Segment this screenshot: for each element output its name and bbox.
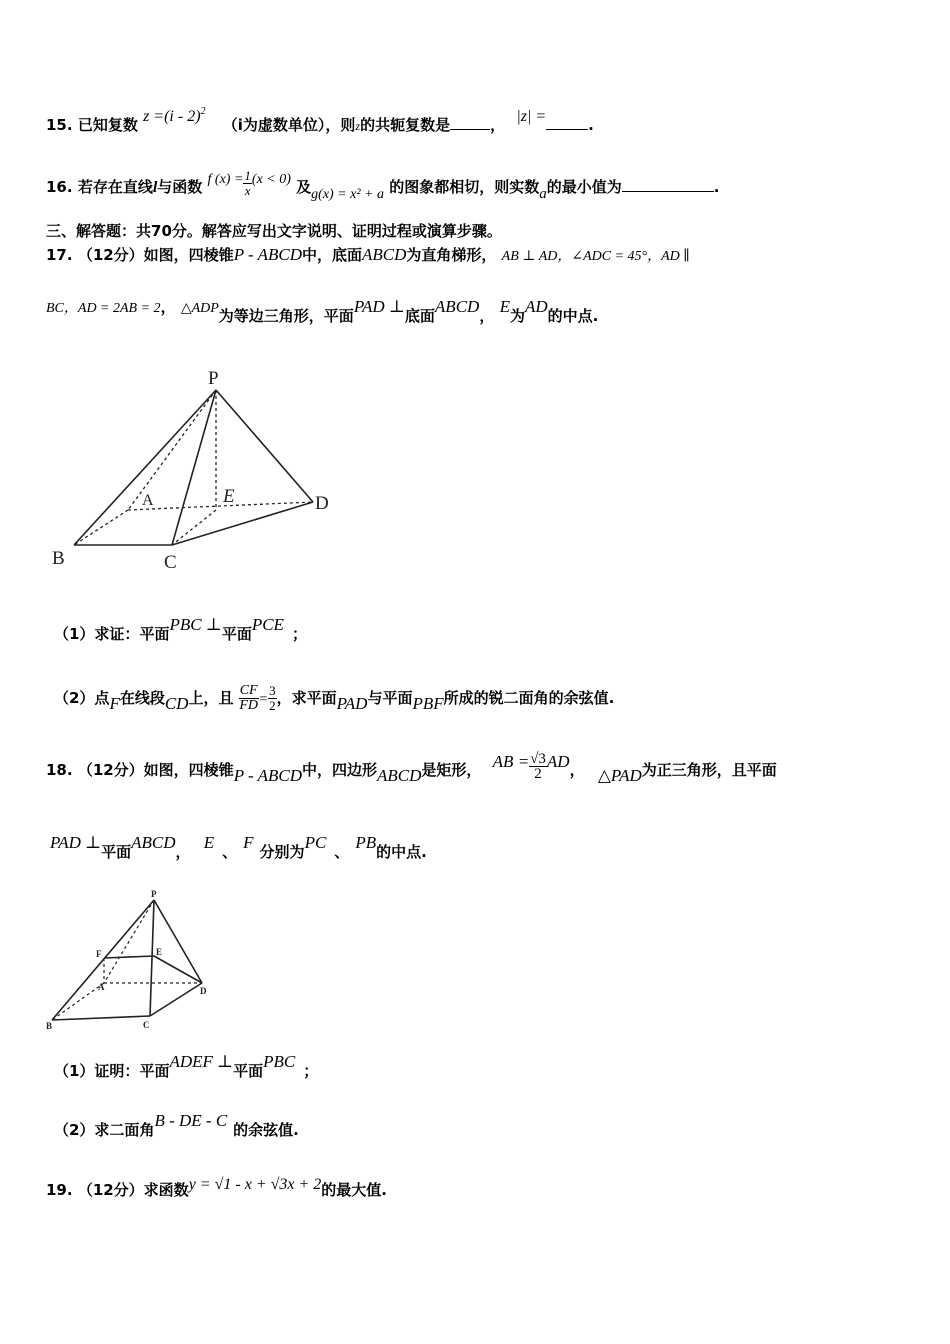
- question-18: 18. （12分）如图，四棱锥P - ABCD中，四边形ABCD是矩形， AB = $\frac{√3}{2}$ AD， △PAD为正三角形，且平面: [46, 751, 777, 785]
- answer-blank-3: [622, 177, 714, 192]
- q15-number: 15.: [46, 116, 73, 134]
- q18-label-d: D: [200, 986, 207, 996]
- q17-part-2: （2）点F在线段CD上，且 $\frac{CF}{FD}$ = $\frac{3}{2}$ ，求平面PAD与平面PBF所成的锐二面角的余弦值.: [54, 683, 615, 713]
- q15-abs-expression: |z| =: [516, 108, 547, 125]
- q18-label-p: P: [151, 889, 157, 899]
- q18-label-c: C: [143, 1020, 150, 1030]
- q17-pyramid-figure: [48, 362, 348, 572]
- q19-function: y = √1 - x + √3x + 2: [188, 1176, 322, 1193]
- answer-blank-2: [546, 115, 588, 130]
- question-17-line-2: BC，AD = 2AB = 2， △ADP为等边三角形，平面PAD ⊥底面ABCD， E为AD的中点.: [46, 297, 599, 325]
- q18-pyramid-figure: [44, 886, 224, 1034]
- q17-fraction-cf-fd: $\frac{CF}{FD}$: [239, 683, 258, 713]
- q18-label-f: F: [96, 949, 102, 959]
- question-17: 17. （12分）如图，四棱锥P - ABCD中，底面ABCD为直角梯形， AB ⊥ AD，∠ADC = 45°，AD ∥: [46, 245, 690, 264]
- q16-fraction: $\frac{1}{x}$: [244, 168, 251, 198]
- section-3-header: 三、解答题：共70分。解答应写出文字说明、证明过程或演算步骤。: [46, 222, 502, 240]
- q18-label-b: B: [46, 1021, 53, 1031]
- question-19: 19. （12分）求函数y = √1 - x + √3x + 2的最大值.: [46, 1176, 387, 1199]
- q17-label-c: C: [164, 552, 177, 572]
- q17-label-d: D: [315, 493, 329, 514]
- q17-fraction-3-2: $\frac{3}{2}$: [269, 683, 276, 713]
- answer-blank-1: [450, 115, 490, 130]
- q17-label-p: P: [208, 368, 219, 389]
- q18-part-2: （2）求二面角B - DE - C 的余弦值.: [54, 1111, 299, 1139]
- q15-expression: z =(i - 2): [143, 108, 201, 125]
- q17-label-e: E: [223, 486, 235, 507]
- q17-part-1: （1）求证：平面PBC ⊥平面PCE ；: [54, 615, 307, 643]
- q18-fraction-sqrt3-2: $\frac{√3}{2}$: [530, 751, 546, 782]
- q17-label-a: A: [142, 492, 154, 509]
- question-16: 16. 若存在直线l与函数 f (x) = $\frac{1}{x}$ (x < 0) 及g(x) = x² + a 的图象都相切，则实数a的最小值为 .: [46, 168, 720, 202]
- question-18-line-2: PAD ⊥平面ABCD， E 、 F 分别为PC 、 PB的中点.: [50, 833, 427, 861]
- q18-part-1: （1）证明：平面ADEF ⊥平面PBC ；: [54, 1052, 319, 1080]
- q18-label-a: A: [98, 982, 105, 992]
- question-15: 15. 已知复数 z =(i - 2)2 （i为虚数单位），则z的共轭复数是 ， |z| = .: [46, 106, 594, 134]
- q18-label-e: E: [156, 947, 163, 957]
- q17-label-b: B: [52, 548, 65, 569]
